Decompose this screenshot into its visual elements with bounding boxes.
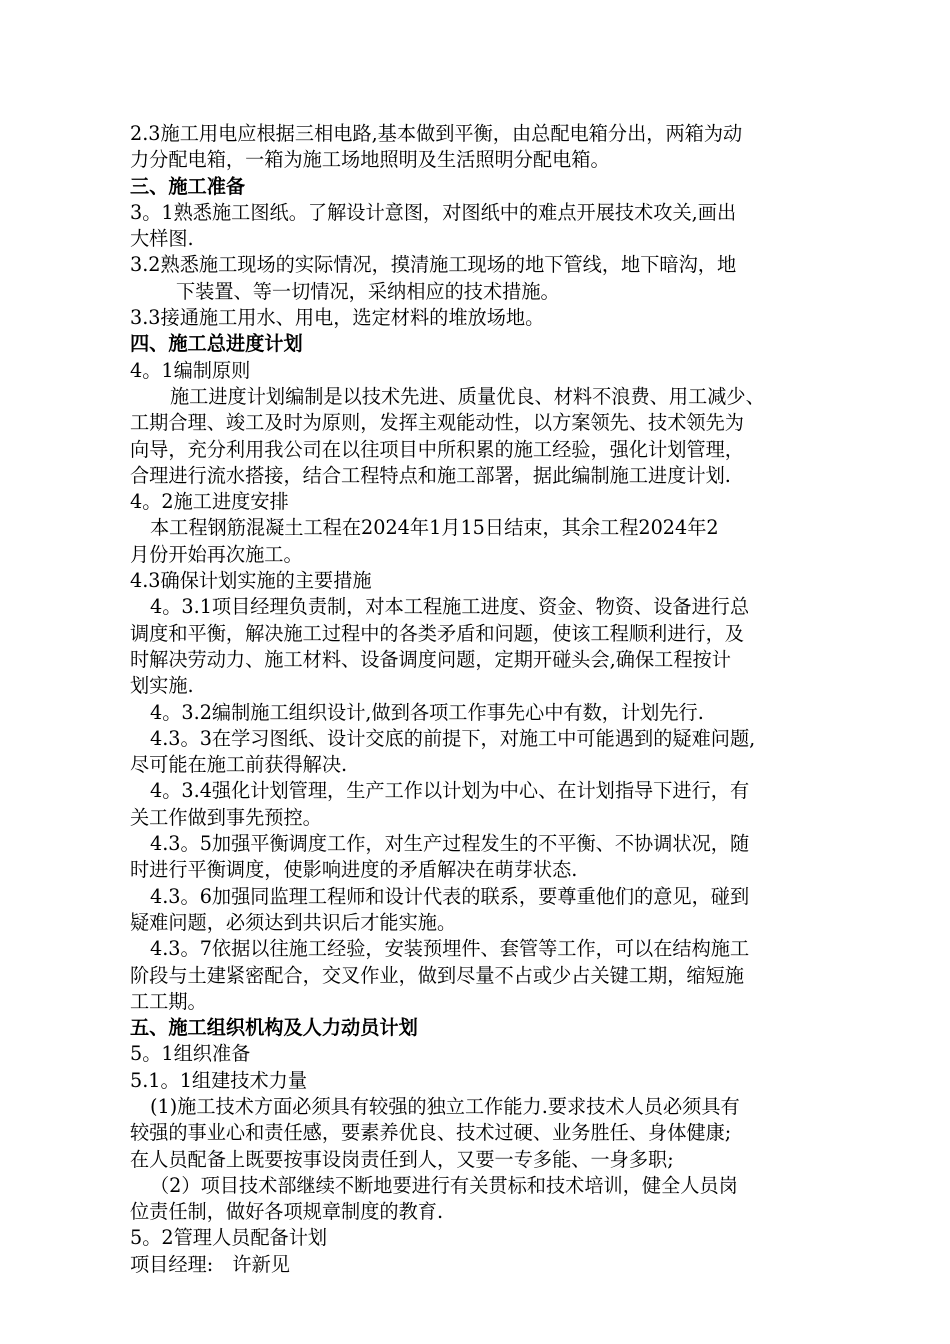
section-heading: 五、施工组织机构及人力动员计划 [130, 1016, 418, 1040]
paragraph-line: 在人员配备上既要按事设岗责任到人，又要一专多能、一身多职; [130, 1147, 674, 1171]
paragraph-line: 3.2熟悉施工现场的实际情况，摸清施工现场的地下管线，地下暗沟，地 [130, 253, 737, 277]
paragraph-line: 4。3.1项目经理负责制，对本工程施工进度、资金、物资、设备进行总 [150, 595, 750, 619]
paragraph-line: 4.3。7依据以往施工经验，安装预埋件、套管等工作，可以在结构施工 [150, 937, 750, 961]
paragraph-line: 关工作做到事先预控。 [130, 805, 322, 829]
paragraph-line: 大样图. [130, 227, 194, 251]
paragraph-line: 4.3。5加强平衡调度工作，对生产过程发生的不平衡、不协调状况，随 [150, 832, 750, 856]
paragraph-line: 调度和平衡，解决施工过程中的各类矛盾和问题，使该工程顺利进行，及 [130, 621, 744, 645]
paragraph-line: (1)施工技术方面必须具有较强的独立工作能力.要求技术人员必须具有 [150, 1094, 740, 1118]
paragraph-line: 4.3。3在学习图纸、设计交底的前提下，对施工中可能遇到的疑难问题, [150, 726, 756, 750]
paragraph-line: 划实施. [130, 674, 194, 698]
paragraph-line: 4。3.4强化计划管理，生产工作以计划为中心、在计划指导下进行，有 [150, 779, 750, 803]
paragraph-line: 3.3接通施工用水、用电，选定材料的堆放场地。 [130, 306, 545, 330]
paragraph-line: 本工程钢筋混凝土工程在2024年1月15日结束，其余工程2024年2 [150, 516, 719, 540]
paragraph-line: 疑难问题，必须达到共识后才能实施。 [130, 910, 457, 934]
subsection-heading: 4。2施工进度安排 [130, 490, 289, 514]
paragraph-line: 较强的事业心和责任感，要素养优良、技术过硬、业务胜任、身体健康; [130, 1121, 732, 1145]
paragraph-line: 合理进行流水搭接，结合工程特点和施工部署，据此编制施工进度计划. [130, 463, 731, 487]
paragraph-line: 3。1熟悉施工图纸。了解设计意图，对图纸中的难点开展技术攻关,画出 [130, 200, 737, 224]
paragraph-line: 力分配电箱，一箱为施工场地照明及生活照明分配电箱。 [130, 148, 610, 172]
section-heading: 三、施工准备 [130, 174, 246, 198]
paragraph-line: 月份开始再次施工。 [130, 542, 303, 566]
paragraph-line: 位责任制，做好各项规章制度的教育. [130, 1200, 444, 1224]
subsection-heading: 5.1。1组建技术力量 [130, 1068, 308, 1092]
paragraph-line: 2.3施工用电应根据三相电路,基本做到平衡，由总配电箱分出，两箱为动 [130, 122, 743, 145]
paragraph-line: 施工进度计划编制是以技术先进、质量优良、材料不浪费、用工减少、 [170, 384, 765, 408]
subsection-heading: 4.3确保计划实施的主要措施 [130, 569, 372, 593]
paragraph-line: 4.3。6加强同监理工程师和设计代表的联系，要尊重他们的意见，碰到 [150, 884, 750, 908]
subsection-heading: 5。2管理人员配备计划 [130, 1226, 328, 1250]
paragraph-line: 阶段与土建紧密配合，交叉作业，做到尽量不占或少占关键工期，缩短施 [130, 963, 744, 987]
paragraph-line: 4。3.2编制施工组织设计,做到各项工作事先心中有数，计划先行. [150, 700, 704, 724]
subsection-heading: 4。1编制原则 [130, 358, 251, 382]
paragraph-line: 工期合理、竣工及时为原则，发挥主观能动性，以方案领先、技术领先为 [130, 411, 744, 435]
paragraph-line: 时进行平衡调度，使影响进度的矛盾解决在萌芽状态. [130, 858, 578, 882]
paragraph-line: （2）项目技术部继续不断地要进行有关贯标和技术培训，健全人员岗 [150, 1173, 738, 1197]
paragraph-line: 向导，充分利用我公司在以往项目中所积累的施工经验，强化计划管理， [130, 437, 744, 461]
paragraph-line: 时解决劳动力、施工材料、设备调度问题，定期开碰头会,确保工程按计 [130, 647, 731, 671]
paragraph-line: 项目经理: 许新见 [130, 1252, 290, 1276]
subsection-heading: 5。1组织准备 [130, 1042, 251, 1066]
paragraph-line: 尽可能在施工前获得解决. [130, 753, 348, 777]
document-body [130, 121, 860, 1278]
paragraph-line: 下装置、等一切情况，采纳相应的技术措施。 [176, 279, 560, 303]
paragraph-line: 工工期。 [130, 989, 207, 1013]
section-heading: 四、施工总进度计划 [130, 332, 303, 356]
